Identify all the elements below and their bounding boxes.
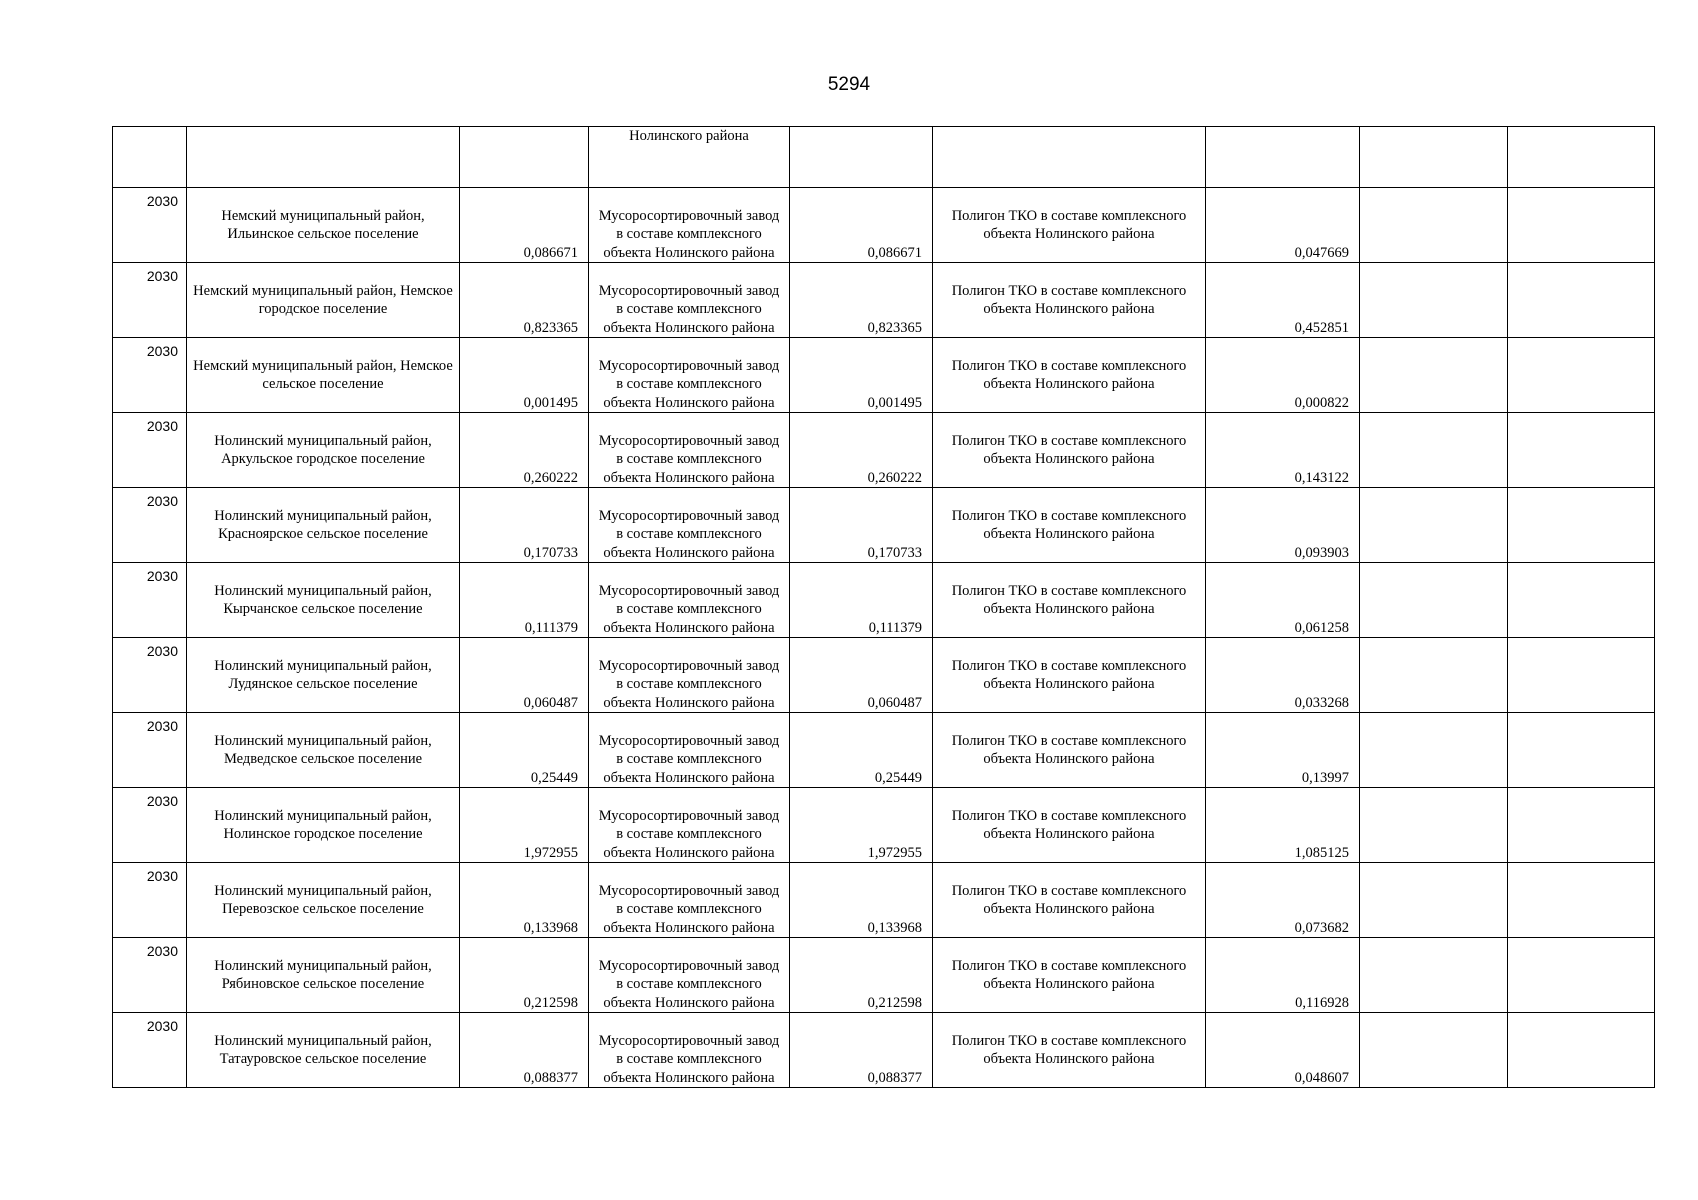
- cell-mass-plant: 0,823365: [790, 263, 933, 338]
- cell-mass-plant: 0,001495: [790, 338, 933, 413]
- cell-municipality: Нолинский муниципальный район, Лудянское сельское поселение: [187, 638, 460, 713]
- cell-mass-landfill: 0,143122: [1206, 413, 1360, 488]
- waste-flow-table: [112, 126, 1655, 1088]
- table-row: [113, 863, 1655, 938]
- cell-empty-1: [1360, 938, 1508, 1013]
- cell-mass-in: 0,086671: [460, 188, 589, 263]
- table-row-continued: [113, 127, 1655, 188]
- cell-landfill: Полигон ТКО в составе комплексного объекта Нолинского района: [933, 563, 1206, 638]
- cell-empty-2: [1508, 263, 1655, 338]
- cell-landfill: Полигон ТКО в составе комплексного объекта Нолинского района: [933, 1013, 1206, 1088]
- cell-mass-landfill: 0,000822: [1206, 338, 1360, 413]
- cell-mass-in: 0,25449: [460, 713, 589, 788]
- cell-plant: Мусоросортировочный завод в составе комплексного объекта Нолинского района: [589, 788, 790, 863]
- cell-landfill: Полигон ТКО в составе комплексного объекта Нолинского района: [933, 338, 1206, 413]
- cell-mass-plant: 1,972955: [790, 788, 933, 863]
- cell-plant: Мусоросортировочный завод в составе комплексного объекта Нолинского района: [589, 188, 790, 263]
- cell-mass-in: [460, 127, 589, 188]
- table-row: [113, 413, 1655, 488]
- cell-mass-landfill: 0,073682: [1206, 863, 1360, 938]
- cell-empty-2: [1508, 563, 1655, 638]
- table-row: [113, 638, 1655, 713]
- cell-year: 2030: [113, 338, 187, 413]
- cell-empty-2: [1508, 938, 1655, 1013]
- cell-empty-1: [1360, 338, 1508, 413]
- cell-plant: Нолинского района: [589, 127, 790, 188]
- cell-year: 2030: [113, 563, 187, 638]
- cell-mass-landfill: 0,047669: [1206, 188, 1360, 263]
- cell-empty-1: [1360, 788, 1508, 863]
- cell-mass-plant: 0,260222: [790, 413, 933, 488]
- cell-empty-1: [1360, 263, 1508, 338]
- cell-year: 2030: [113, 638, 187, 713]
- cell-empty-2: [1508, 863, 1655, 938]
- cell-mass-in: 0,001495: [460, 338, 589, 413]
- cell-mass-in: 0,212598: [460, 938, 589, 1013]
- cell-year: 2030: [113, 488, 187, 563]
- cell-mass-landfill: 1,085125: [1206, 788, 1360, 863]
- cell-empty-1: [1360, 638, 1508, 713]
- cell-empty-2: [1508, 1013, 1655, 1088]
- table-row: [113, 263, 1655, 338]
- cell-landfill: Полигон ТКО в составе комплексного объекта Нолинского района: [933, 863, 1206, 938]
- cell-mass-plant: 0,212598: [790, 938, 933, 1013]
- cell-year: [113, 127, 187, 188]
- cell-empty-1: [1360, 863, 1508, 938]
- cell-mass-in: 1,972955: [460, 788, 589, 863]
- cell-mass-landfill: 0,093903: [1206, 488, 1360, 563]
- cell-municipality: Нолинский муниципальный район, Красноярское сельское поселение: [187, 488, 460, 563]
- cell-mass-plant: 0,060487: [790, 638, 933, 713]
- cell-empty-1: [1360, 413, 1508, 488]
- cell-empty-2: [1508, 338, 1655, 413]
- cell-empty-2: [1508, 788, 1655, 863]
- cell-mass-landfill: 0,116928: [1206, 938, 1360, 1013]
- cell-landfill: Полигон ТКО в составе комплексного объекта Нолинского района: [933, 488, 1206, 563]
- table-row: [113, 338, 1655, 413]
- cell-plant: Мусоросортировочный завод в составе комплексного объекта Нолинского района: [589, 413, 790, 488]
- cell-mass-in: 0,060487: [460, 638, 589, 713]
- cell-mass-landfill: 0,033268: [1206, 638, 1360, 713]
- cell-municipality: Нолинский муниципальный район, Медведское сельское поселение: [187, 713, 460, 788]
- cell-plant: Мусоросортировочный завод в составе комплексного объекта Нолинского района: [589, 563, 790, 638]
- cell-year: 2030: [113, 1013, 187, 1088]
- cell-mass-plant: 0,086671: [790, 188, 933, 263]
- table-row: [113, 563, 1655, 638]
- cell-municipality: Немский муниципальный район, Немское сельское поселение: [187, 338, 460, 413]
- table-body: [113, 127, 1655, 1088]
- cell-landfill: [933, 127, 1206, 188]
- table-row: [113, 488, 1655, 563]
- cell-empty-2: [1508, 188, 1655, 263]
- cell-empty-2: [1508, 127, 1655, 188]
- cell-mass-in: 0,133968: [460, 863, 589, 938]
- cell-year: 2030: [113, 713, 187, 788]
- table-row: [113, 713, 1655, 788]
- cell-mass-plant: 0,170733: [790, 488, 933, 563]
- table-row: [113, 1013, 1655, 1088]
- cell-empty-2: [1508, 413, 1655, 488]
- cell-year: 2030: [113, 188, 187, 263]
- cell-empty-2: [1508, 713, 1655, 788]
- cell-municipality: Нолинский муниципальный район, Нолинское городское поселение: [187, 788, 460, 863]
- cell-plant: Мусоросортировочный завод в составе комплексного объекта Нолинского района: [589, 338, 790, 413]
- table-row: [113, 938, 1655, 1013]
- cell-mass-landfill: [1206, 127, 1360, 188]
- cell-landfill: Полигон ТКО в составе комплексного объекта Нолинского района: [933, 413, 1206, 488]
- cell-year: 2030: [113, 788, 187, 863]
- cell-mass-in: 0,260222: [460, 413, 589, 488]
- cell-mass-plant: [790, 127, 933, 188]
- page-number: 5294: [827, 74, 871, 95]
- cell-plant: Мусоросортировочный завод в составе комплексного объекта Нолинского района: [589, 488, 790, 563]
- cell-mass-plant: 0,133968: [790, 863, 933, 938]
- cell-landfill: Полигон ТКО в составе комплексного объекта Нолинского района: [933, 263, 1206, 338]
- cell-empty-1: [1360, 127, 1508, 188]
- cell-mass-plant: 0,25449: [790, 713, 933, 788]
- cell-mass-landfill: 0,13997: [1206, 713, 1360, 788]
- cell-empty-1: [1360, 488, 1508, 563]
- cell-municipality: Нолинский муниципальный район, Кырчанское сельское поселение: [187, 563, 460, 638]
- cell-mass-in: 0,111379: [460, 563, 589, 638]
- cell-mass-landfill: 0,048607: [1206, 1013, 1360, 1088]
- cell-municipality: Нолинский муниципальный район, Аркульское городское поселение: [187, 413, 460, 488]
- cell-municipality: Немский муниципальный район, Немское городское поселение: [187, 263, 460, 338]
- cell-municipality: Нолинский муниципальный район, Рябиновское сельское поселение: [187, 938, 460, 1013]
- cell-mass-plant: 0,088377: [790, 1013, 933, 1088]
- cell-empty-2: [1508, 488, 1655, 563]
- cell-mass-plant: 0,111379: [790, 563, 933, 638]
- cell-year: 2030: [113, 863, 187, 938]
- cell-year: 2030: [113, 263, 187, 338]
- cell-landfill: Полигон ТКО в составе комплексного объекта Нолинского района: [933, 938, 1206, 1013]
- cell-landfill: Полигон ТКО в составе комплексного объекта Нолинского района: [933, 788, 1206, 863]
- cell-year: 2030: [113, 938, 187, 1013]
- cell-year: 2030: [113, 413, 187, 488]
- cell-empty-2: [1508, 638, 1655, 713]
- cell-plant: Мусоросортировочный завод в составе комплексного объекта Нолинского района: [589, 863, 790, 938]
- cell-empty-1: [1360, 563, 1508, 638]
- cell-plant: Мусоросортировочный завод в составе комплексного объекта Нолинского района: [589, 1013, 790, 1088]
- cell-municipality: Нолинский муниципальный район, Перевозское сельское поселение: [187, 863, 460, 938]
- cell-mass-in: 0,823365: [460, 263, 589, 338]
- cell-mass-landfill: 0,452851: [1206, 263, 1360, 338]
- cell-empty-1: [1360, 188, 1508, 263]
- cell-plant: Мусоросортировочный завод в составе комплексного объекта Нолинского района: [589, 713, 790, 788]
- cell-mass-in: 0,170733: [460, 488, 589, 563]
- table-row: [113, 188, 1655, 263]
- table-row: [113, 788, 1655, 863]
- cell-plant: Мусоросортировочный завод в составе комплексного объекта Нолинского района: [589, 638, 790, 713]
- cell-municipality: [187, 127, 460, 188]
- cell-plant: Мусоросортировочный завод в составе комплексного объекта Нолинского района: [589, 263, 790, 338]
- cell-municipality: Нолинский муниципальный район, Татауровское сельское поселение: [187, 1013, 460, 1088]
- cell-mass-in: 0,088377: [460, 1013, 589, 1088]
- cell-landfill: Полигон ТКО в составе комплексного объекта Нолинского района: [933, 638, 1206, 713]
- cell-municipality: Немский муниципальный район, Ильинское сельское поселение: [187, 188, 460, 263]
- cell-landfill: Полигон ТКО в составе комплексного объекта Нолинского района: [933, 188, 1206, 263]
- cell-plant: Мусоросортировочный завод в составе комплексного объекта Нолинского района: [589, 938, 790, 1013]
- cell-mass-landfill: 0,061258: [1206, 563, 1360, 638]
- cell-landfill: Полигон ТКО в составе комплексного объекта Нолинского района: [933, 713, 1206, 788]
- cell-empty-1: [1360, 1013, 1508, 1088]
- cell-empty-1: [1360, 713, 1508, 788]
